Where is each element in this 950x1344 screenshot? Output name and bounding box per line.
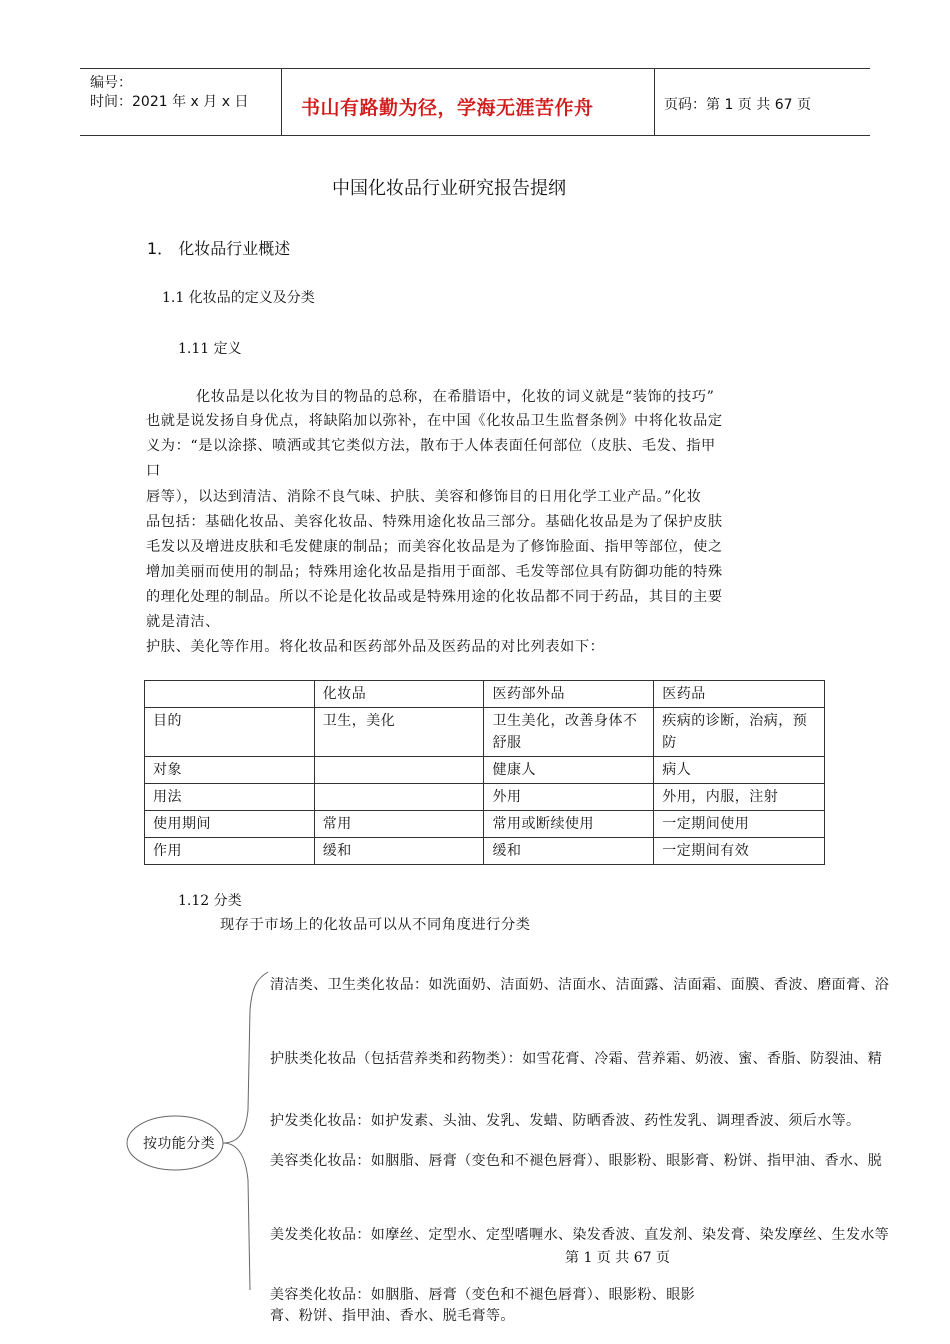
table-cell: 外用 bbox=[484, 784, 654, 811]
table-cell: 常用 bbox=[314, 811, 484, 838]
mindmap-branch: 护发类化妆品：如护发素、头油、发乳、发蜡、防晒香波、药性发乳、调理香波、须后水等。 bbox=[270, 1113, 861, 1129]
table-cell: 病人 bbox=[654, 757, 825, 784]
header-divider-right bbox=[654, 68, 655, 135]
table-cell: 卫生美化，改善身体不舒服 bbox=[484, 708, 654, 757]
mindmap-extra-line: 膏、粉饼、指甲油、香水、脱毛膏等。 bbox=[270, 1308, 515, 1324]
table-cell: 一定期间有效 bbox=[654, 838, 825, 865]
header-divider-left bbox=[281, 68, 282, 135]
paragraph-line: 就是清洁、 bbox=[146, 614, 220, 630]
paragraph-line: 的理化处理的制品。所以不论是化妆品或是特殊用途的化妆品都不同于药品，其目的主要 bbox=[146, 589, 723, 605]
table-cell: 健康人 bbox=[484, 757, 654, 784]
header-time-label: 时间：2021 年 x 月 x 日 bbox=[90, 94, 249, 110]
mindmap-branch: 美发类化妆品：如摩丝、定型水、定型嗜喱水、染发香波、直发剂、染发膏、染发摩丝、生发水等 bbox=[270, 1227, 890, 1243]
paragraph-line: 义为：“是以涂搽、喷洒或其它类似方法，散布于人体表面任何部位（皮肤、毛发、指甲 bbox=[146, 438, 716, 454]
comparison-table bbox=[144, 680, 825, 865]
mindmap-branch: 清洁类、卫生类化妆品：如洗面奶、洁面奶、洁面水、洁面露、洁面霜、面膜、香波、磨面膏、浴 bbox=[270, 977, 890, 993]
paragraph-line: 化妆品是以化妆为目的物品的总称，在希腊语中，化妆的词义就是“装饰的技巧” bbox=[196, 389, 715, 405]
paragraph-line: 毛发以及增进皮肤和毛发健康的制品；而美容化妆品是为了修饰脸面、指甲等部位，使之 bbox=[146, 539, 723, 555]
table-cell: 缓和 bbox=[314, 838, 484, 865]
table-cell: 缓和 bbox=[484, 838, 654, 865]
paragraph-line: 也就是说发扬自身优点，将缺陷加以弥补，在中国《化妆品卫生监督条例》中将化妆品定 bbox=[146, 413, 723, 429]
mindmap-extra-line: 美容类化妆品：如胭脂、唇膏（变色和不褪色唇膏）、眼影粉、眼影 bbox=[270, 1287, 695, 1303]
section-heading-1-12: 1.12 分类 bbox=[178, 893, 242, 909]
table-header-cell bbox=[145, 681, 315, 708]
table-cell: 对象 bbox=[145, 757, 315, 784]
section-heading-1-11: 1.11 定义 bbox=[178, 341, 242, 357]
header-bottom-rule bbox=[80, 135, 870, 136]
table-header-cell: 医药品 bbox=[654, 681, 825, 708]
mindmap-root-label: 按功能分类 bbox=[143, 1136, 215, 1152]
header-motto: 书山有路勤为径，学海无涯苦作舟 bbox=[301, 97, 594, 119]
header-number-label: 编号： bbox=[90, 75, 132, 91]
paragraph-line: 口 bbox=[146, 463, 161, 479]
table-header-cell: 化妆品 bbox=[314, 681, 484, 708]
mindmap-branch: 美容类化妆品：如胭脂、唇膏（变色和不褪色唇膏）、眼影粉、眼影膏、粉饼、指甲油、香水、脱 bbox=[270, 1153, 883, 1169]
table-cell: 常用或断续使用 bbox=[484, 811, 654, 838]
table-row bbox=[145, 708, 825, 757]
table-row bbox=[145, 757, 825, 784]
table-cell: 一定期间使用 bbox=[654, 811, 825, 838]
table-cell: 用法 bbox=[145, 784, 315, 811]
section-heading-1: 1． 化妆品行业概述 bbox=[147, 239, 291, 258]
mindmap-brace bbox=[223, 972, 268, 1143]
mindmap-branch: 护肤类化妆品（包括营养类和药物类）：如雪花膏、冷霜、营养霜、奶液、蜜、香脂、防裂油、精 bbox=[270, 1051, 883, 1067]
header-top-rule bbox=[80, 68, 870, 69]
table-row bbox=[145, 838, 825, 865]
table-cell: 使用期间 bbox=[145, 811, 315, 838]
table-header-cell: 医药部外品 bbox=[484, 681, 654, 708]
section-heading-1-1: 1.1 化妆品的定义及分类 bbox=[162, 290, 315, 306]
classification-intro: 现存于市场上的化妆品可以从不同角度进行分类 bbox=[220, 917, 531, 933]
paragraph-line: 增加美丽而使用的制品；特殊用途化妆品是指用于面部、毛发等部位具有防御功能的特殊 bbox=[146, 564, 723, 580]
table-cell: 疾病的诊断，治病，预防 bbox=[654, 708, 825, 757]
table-cell: 外用，内服，注射 bbox=[654, 784, 825, 811]
table-cell bbox=[314, 784, 484, 811]
mindmap-brace bbox=[223, 1143, 250, 1290]
table-cell: 目的 bbox=[145, 708, 315, 757]
table-cell: 卫生，美化 bbox=[314, 708, 484, 757]
paragraph-line: 品包括：基础化妆品、美容化妆品、特殊用途化妆品三部分。基础化妆品是为了保护皮肤 bbox=[146, 514, 723, 530]
table-cell bbox=[314, 757, 484, 784]
table-header-row bbox=[145, 681, 825, 708]
table-row bbox=[145, 784, 825, 811]
document-title: 中国化妆品行业研究报告提纲 bbox=[332, 178, 566, 199]
header-page-info: 页码：第 1 页 共 67 页 bbox=[664, 97, 811, 113]
table-cell: 作用 bbox=[145, 838, 315, 865]
page-footer: 第 1 页 共 67 页 bbox=[565, 1250, 670, 1266]
paragraph-line: 唇等），以达到清洁、消除不良气味、护肤、美容和修饰目的日用化学工业产品。”化妆 bbox=[146, 489, 702, 505]
paragraph-line: 护肤、美化等作用。将化妆品和医药部外品及医药品的对比列表如下： bbox=[146, 639, 605, 655]
table-row bbox=[145, 811, 825, 838]
